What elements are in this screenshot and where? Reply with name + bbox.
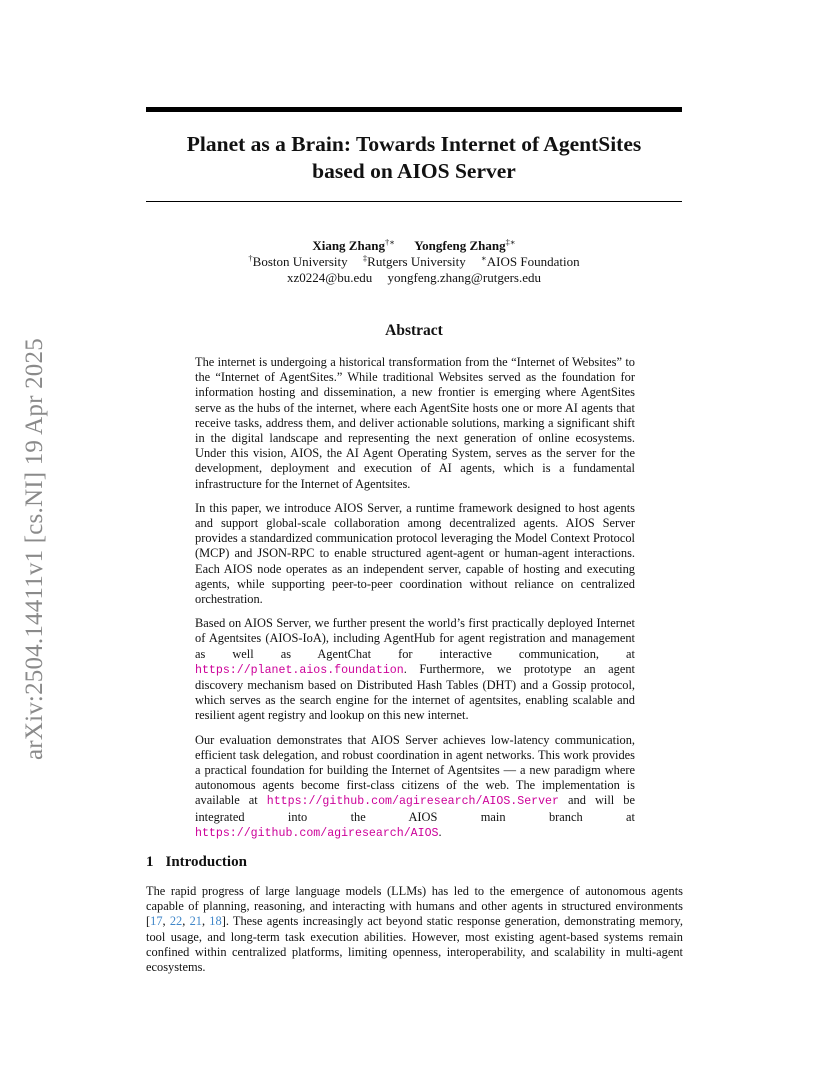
section-heading-introduction — [146, 854, 247, 871]
arxiv-identifier: arXiv:2504.14411v1 [cs.NI] 19 Apr 2025 — [21, 338, 48, 760]
abstract-paragraph-4: Our evaluation demonstrates that AIOS Server achieves low-latency communication, efficient task delegation, and robust coordination in agent networks. This work provides a practical foundation for building the Internet of Agentsites — a new paradigm where autonomous agents become first-class citizens of the web. The implementation is available at https://github.com/agiresearch/AIOS.Server and will be integrated into the AIOS main branch at https://github.com/agiresearch/AIOS. — [195, 732, 635, 840]
author-1: Xiang Zhang†∗ — [312, 237, 395, 253]
author-1-marks: †∗ — [384, 237, 395, 247]
abstract-paragraph-3: Based on AIOS Server, we further present the world’s first practically deployed Internet of Agentsites (AIOS-IoA), including AgentHub for agent registration and management as well as AgentChat for interactive communication, at https://planet.aios.foundation. Furthermore, we prototype an agent discovery mechanism based on Distributed Hash Tables (DHT) and a Gossip protocol, which serves as the search engine for the internet of agentsites, enabling scalable and resilient agent registry and lookup on this new internet. — [195, 616, 635, 723]
citation-link[interactable]: 18 — [209, 914, 222, 929]
abstract-heading: Abstract — [385, 322, 443, 339]
email-1: xz0224@bu.edu — [287, 270, 373, 285]
affiliation-1: †Boston University — [248, 253, 348, 269]
introduction-paragraph-1: The rapid progress of large language models (LLMs) has led to the emergence of autonomous agents capable of planning, reasoning, and interacting with humans and other agents in structured environments [17, 22, 21, 18]. These agents increasingly act beyond static response generation, demonstrating memory, tool usage, and long-term task execution abilities. However, most existing agent-based systems remain confined within centralized platforms, limiting openness, interoperability, and scalability in multi-agent ecosystems. — [146, 884, 683, 975]
affiliations — [146, 254, 682, 270]
title-bottom-rule — [146, 201, 682, 202]
planet-aios-link[interactable]: https://planet.aios.foundation — [195, 663, 404, 677]
citation-link[interactable]: 21 — [189, 914, 202, 929]
aios-repo-link[interactable]: https://github.com/agiresearch/AIOS — [195, 826, 439, 840]
abstract-paragraph-1: The internet is undergoing a historical transformation from the “Internet of Websites” to the “Internet of AgentSites.” While traditional Websites served as the foundation for information hosting and dissemination, a new frontier is emerging where AgentSites serve as the hubs of the internet, where each AgentSite hosts one or more AI agents that receive tasks, address them, and deliver actionable solutions, marking a significant shift in the digital landscape and representing the next generation of online ecosystems. Under this vision, AIOS, the AI Agent Operating System, serves as the server for the development, deployment and execution of AI agents, which is a fundamental infrastructure for the Internet of Agentsites. — [195, 355, 635, 491]
title-line-1: Planet as a Brain: Towards Internet of AgentSites — [186, 132, 642, 156]
abstract-body — [195, 355, 635, 850]
section-number: 1 — [146, 854, 154, 870]
introduction-body — [146, 884, 683, 975]
author-emails — [146, 270, 682, 286]
section-title: Introduction — [165, 854, 247, 870]
author-names — [146, 238, 682, 254]
affiliation-2: ‡Rutgers University — [362, 253, 466, 269]
aios-server-repo-link[interactable]: https://github.com/agiresearch/AIOS.Server — [266, 795, 559, 809]
citation-link[interactable]: 22 — [169, 914, 183, 929]
abstract-paragraph-2: In this paper, we introduce AIOS Server, a runtime framework designed to host agents and support global-scale collaboration among decentralized agents. AIOS Server provides a standardized communication protocol leveraging the Model Context Protocol (MCP) and JSON-RPC to enable structured agent-agent or human-agent interactions. Each AIOS node operates as an independent server, capable of hosting and executing agents, while supporting peer-to-peer coordination without reliance on centralized orchestration. — [195, 500, 635, 607]
author-2-marks: ‡∗ — [505, 237, 516, 247]
citation-link[interactable]: 17 — [150, 914, 163, 929]
email-2: yongfeng.zhang@rutgers.edu — [387, 270, 541, 285]
author-block — [146, 238, 682, 286]
title-line-2: based on AIOS Server — [312, 159, 516, 183]
paper-title — [146, 131, 682, 185]
affiliation-3: ∗AIOS Foundation — [480, 253, 580, 269]
author-2: Yongfeng Zhang‡∗ — [414, 237, 516, 253]
title-top-rule — [146, 107, 682, 112]
